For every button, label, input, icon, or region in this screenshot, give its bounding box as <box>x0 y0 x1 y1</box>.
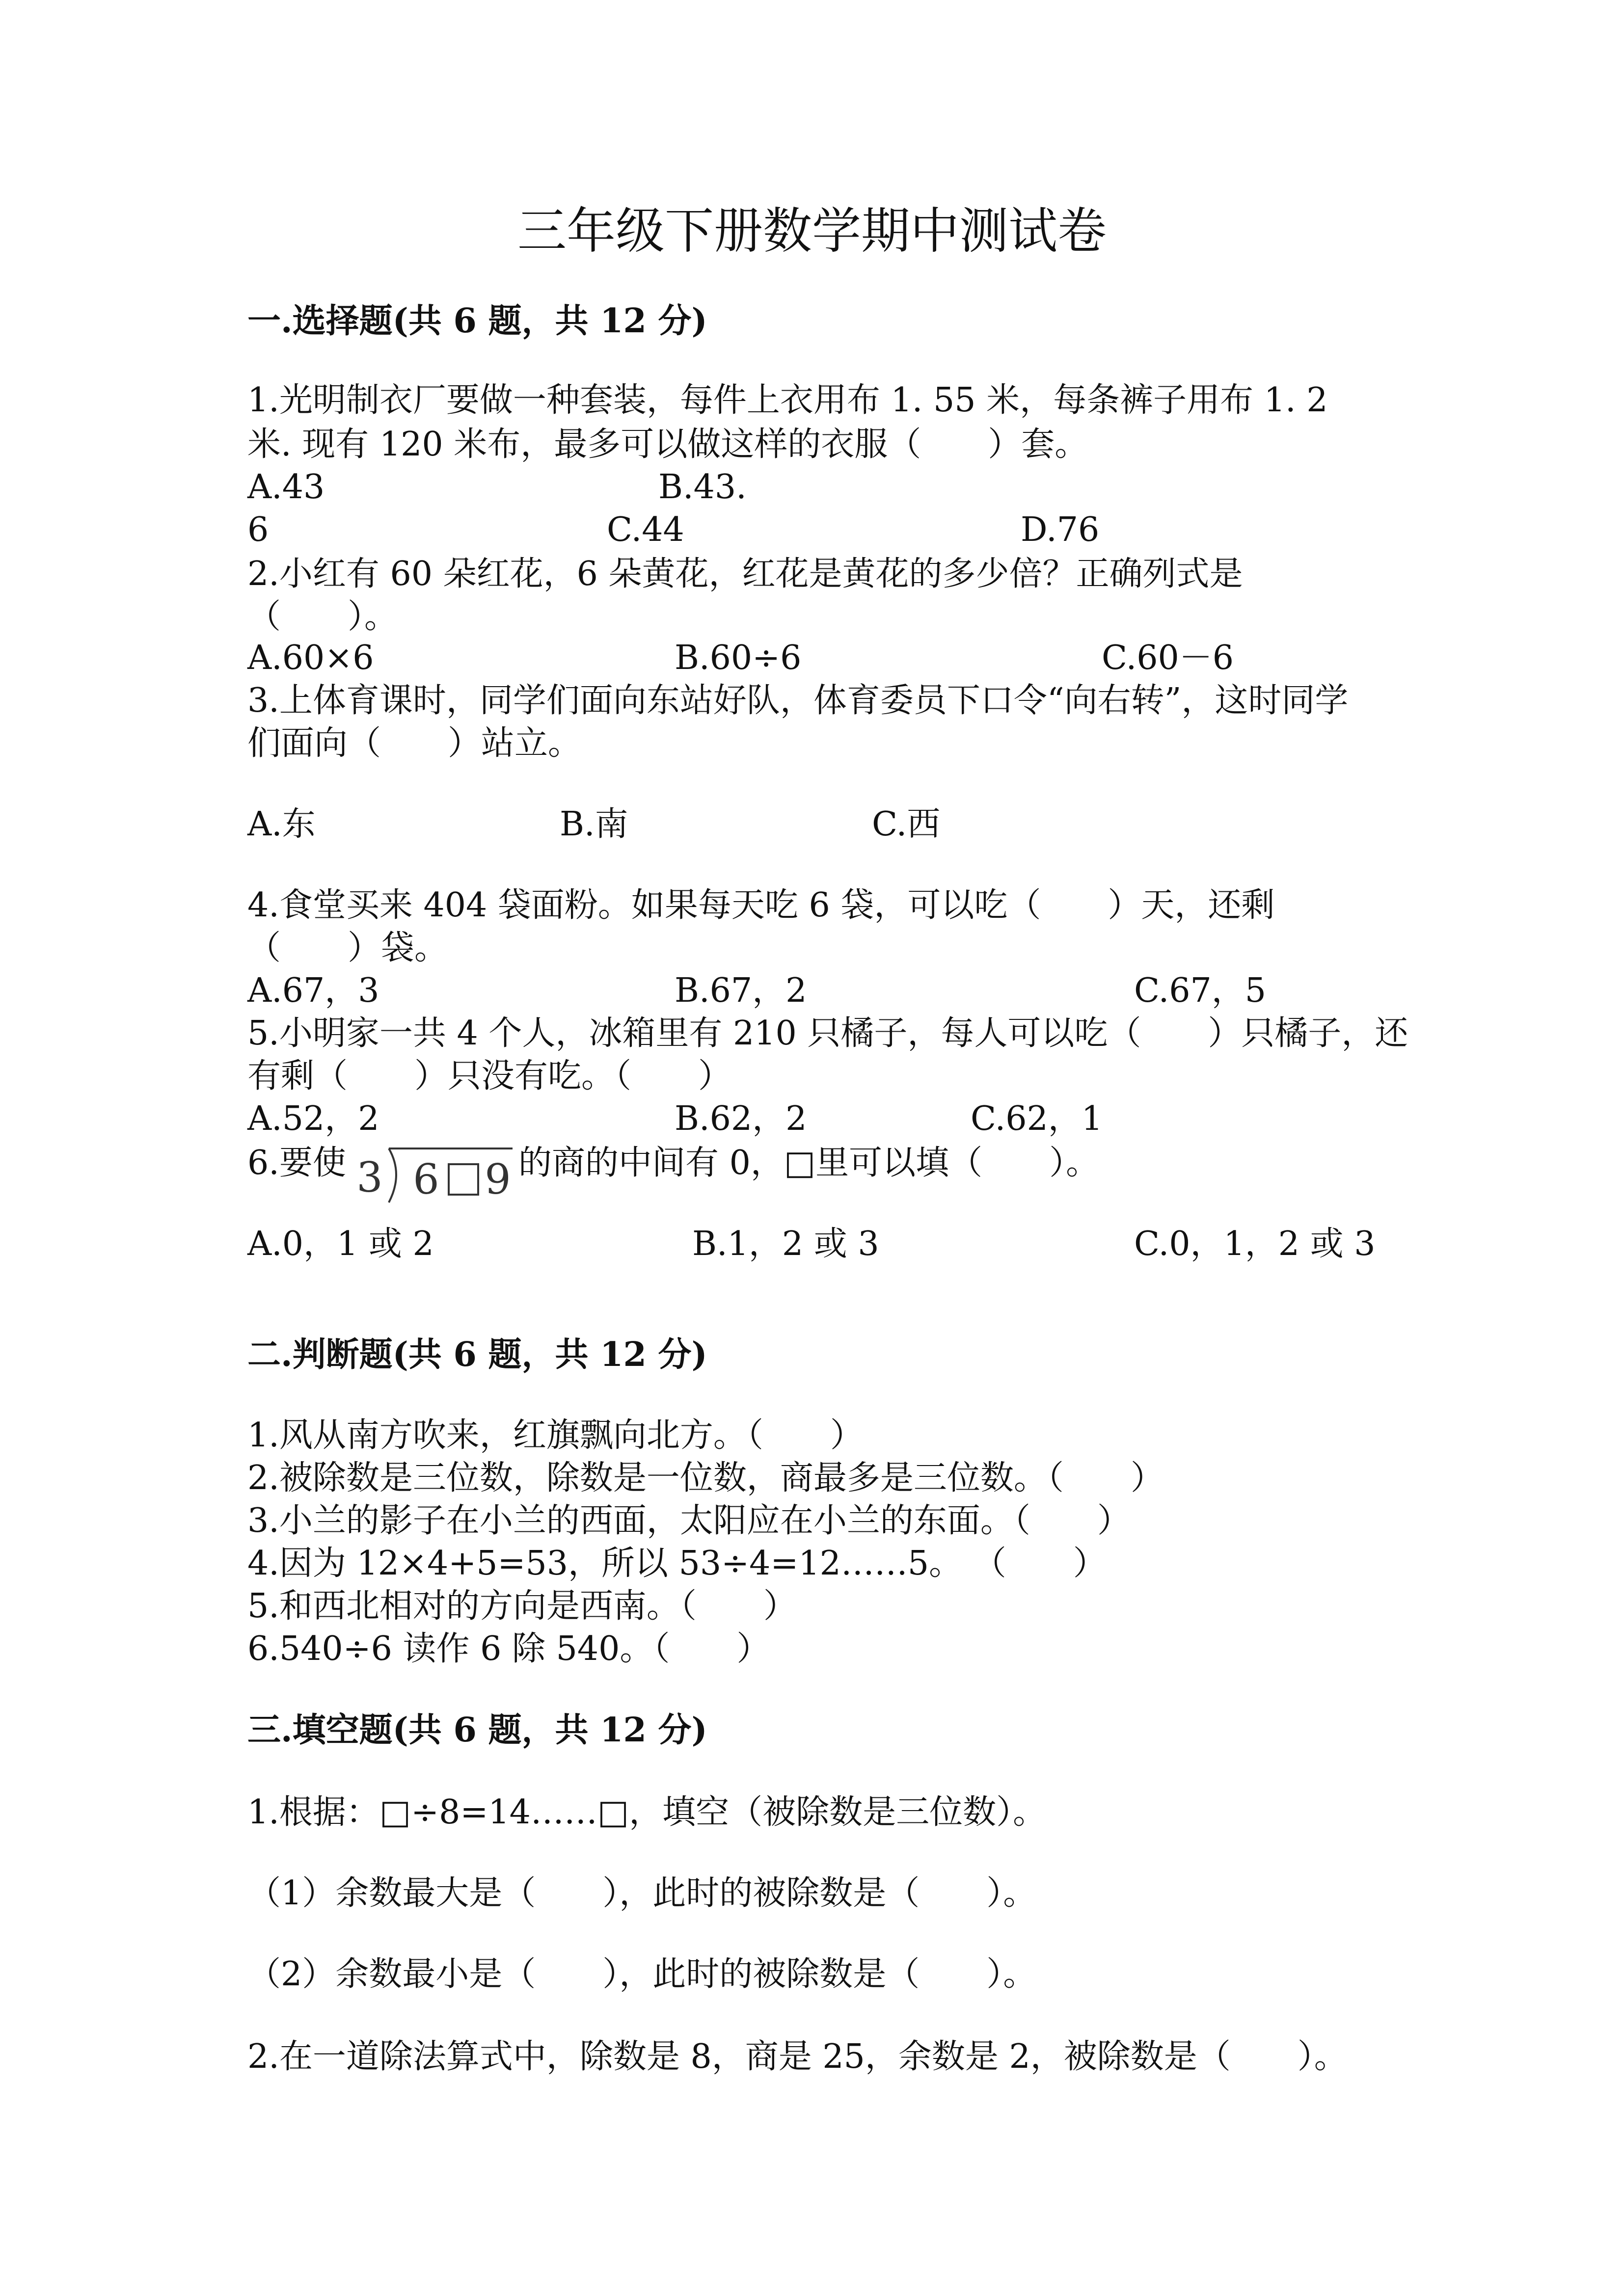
division-bracket <box>389 1148 396 1202</box>
judgement-item-1: 1.风从南方吹来，红旗飘向北方。（ ） <box>247 1416 864 1455</box>
fill-blank-item-1-part-2: （2）余数最小是（ ），此时的被除数是（ ）。 <box>247 1955 1037 1994</box>
question-3-line-1: 3.上体育课时，同学们面向东站好队，体育委员下口令“向右转”，这时同学 <box>247 681 1349 720</box>
judgement-item-5: 5.和西北相对的方向是西南。（ ） <box>247 1587 797 1626</box>
judgement-item-4: 4.因为 12×4+5=53，所以 53÷4=12……5。 （ ） <box>247 1544 1107 1583</box>
question-3-line-2: 们面向（ ）站立。 <box>247 724 582 763</box>
question-5-option-c: C.62，1 <box>971 1099 1103 1138</box>
question-1-line-2: 米. 现有 120 米布，最多可以做这样的衣服（ ）套。 <box>247 425 1088 464</box>
question-6-option-c: C.0，1，2 或 3 <box>1134 1225 1376 1263</box>
question-5-line-1: 5.小明家一共 4 个人，冰箱里有 210 只橘子，每人可以吃（ ）只橘子，还 <box>247 1014 1408 1053</box>
question-5-option-b: B.62，2 <box>675 1099 807 1138</box>
question-4-option-b: B.67，2 <box>675 971 807 1010</box>
fill-blank-item-1-part-1: （1）余数最大是（ ），此时的被除数是（ ）。 <box>247 1874 1037 1913</box>
missing-digit-box <box>449 1164 478 1195</box>
question-1-option-a: A.43 <box>247 468 325 507</box>
question-2-option-a: A.60×6 <box>247 639 374 677</box>
question-4-line-2: （ ）袋。 <box>247 929 448 967</box>
question-1-line-1: 1.光明制衣厂要做一种套装，每件上衣用布 1. 55 米，每条裤子用布 1. 2 <box>247 381 1328 420</box>
question-4-option-a: A.67，3 <box>247 971 379 1010</box>
question-6-prefix: 6.要使 <box>247 1144 346 1182</box>
question-3-option-b: B.南 <box>560 805 628 844</box>
long-division-figure <box>352 1139 514 1207</box>
question-4-option-c: C.67，5 <box>1134 971 1267 1010</box>
dividend-last-digit: 9 <box>485 1155 511 1203</box>
question-3-option-a: A.东 <box>247 805 316 844</box>
question-4-line-1: 4.食堂买来 404 袋面粉。如果每天吃 6 袋，可以吃（ ）天，还剩 <box>247 886 1275 925</box>
question-2-option-b: B.60÷6 <box>675 639 802 677</box>
question-2-line-2: （ ）。 <box>247 597 398 636</box>
question-2-option-c: C.60－6 <box>1102 639 1234 677</box>
question-6-option-a: A.0，1 或 2 <box>247 1225 434 1263</box>
page-title: 三年级下册数学期中测试卷 <box>517 202 1107 260</box>
dividend-first-digit: 6 <box>413 1155 439 1203</box>
question-1-option-b: B.43. <box>658 468 747 507</box>
section-heading-fill-blank: 三.填空题(共 6 题，共 12 分) <box>247 1710 707 1750</box>
question-3-option-c: C.西 <box>872 805 941 844</box>
question-2-line-1: 2.小红有 60 朵红花，6 朵黄花，红花是黄花的多少倍？正确列式是 <box>247 555 1243 593</box>
question-5-option-a: A.52，2 <box>247 1099 379 1138</box>
section-heading-judgement: 二.判断题(共 6 题，共 12 分) <box>247 1335 707 1374</box>
question-1-option-c: C.44 <box>607 510 684 549</box>
judgement-item-6: 6.540÷6 读作 6 除 540。（ ） <box>247 1629 770 1668</box>
judgement-item-3: 3.小兰的影子在小兰的西面，太阳应在小兰的东面。（ ） <box>247 1501 1131 1540</box>
question-6-option-b: B.1，2 或 3 <box>692 1225 879 1263</box>
question-1-option-b-continued: 6 <box>247 510 269 549</box>
question-1-option-d: D.76 <box>1021 510 1100 549</box>
section-heading-choice: 一.选择题(共 6 题，共 12 分) <box>247 301 707 341</box>
fill-blank-item-2: 2.在一道除法算式中，除数是 8，商是 25，余数是 2，被除数是（ ）。 <box>247 2037 1348 2076</box>
question-6-suffix: 的商的中间有 0，□里可以填（ ）。 <box>518 1144 1100 1182</box>
divisor-digit: 3 <box>356 1153 383 1201</box>
fill-blank-item-1: 1.根据：□÷8=14……□，填空（被除数是三位数）。 <box>247 1793 1047 1832</box>
question-5-line-2: 有剩（ ）只没有吃。（ ） <box>247 1057 732 1095</box>
judgement-item-2: 2.被除数是三位数，除数是一位数，商最多是三位数。（ ） <box>247 1459 1164 1497</box>
